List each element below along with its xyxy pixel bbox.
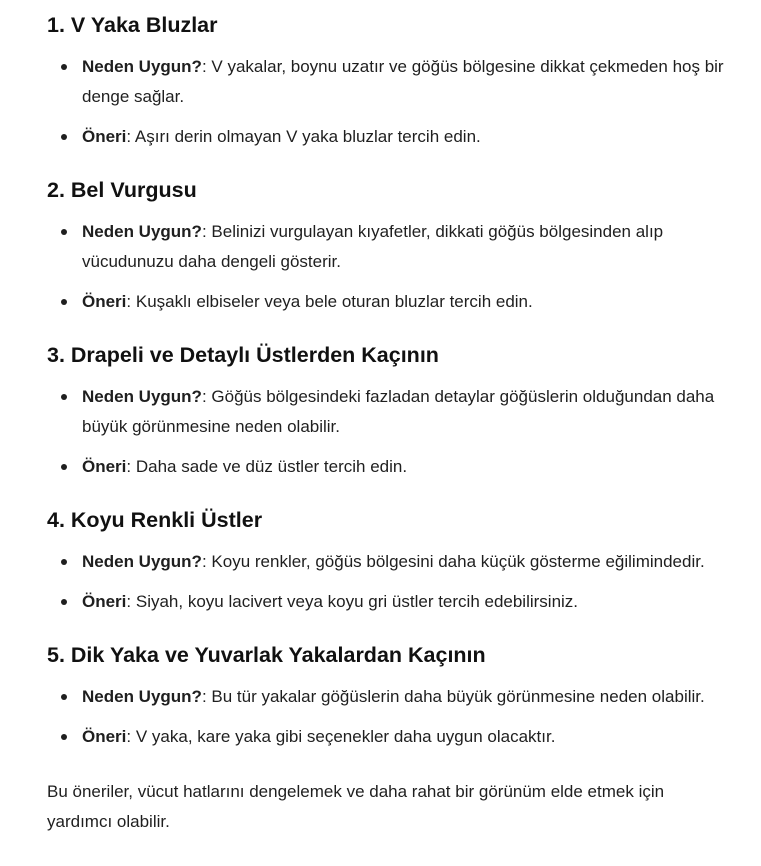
item-text: : Aşırı derin olmayan V yaka bluzlar tercih edin.: [126, 127, 481, 146]
section-avoid-high-round-necks: [47, 617, 733, 752]
list-item: [47, 682, 733, 712]
list-item: [47, 452, 733, 482]
item-text: : V yaka, kare yaka gibi seçenekler daha uygun olacaktır.: [126, 727, 556, 746]
section-title: 1. V Yaka Bluzlar: [47, 13, 218, 37]
section-dark-tops: [47, 482, 733, 617]
section-v-neck: [47, 0, 733, 152]
item-text: : Bu tür yakalar göğüslerin daha büyük görünmesine neden olabilir.: [201, 687, 705, 706]
item-text: : V yakalar, boynu uzatır ve göğüs bölgesine dikkat çekmeden hoş bir denge sağlar.: [82, 57, 724, 106]
item-label: Öneri: [82, 592, 127, 611]
list-item: [47, 547, 733, 577]
item-label: Neden Uygun?: [82, 687, 202, 706]
item-label: Neden Uygun?: [82, 57, 202, 76]
item-label: Öneri: [82, 457, 127, 476]
bullet-list: [47, 382, 733, 482]
item-text: : Daha sade ve düz üstler tercih edin.: [126, 457, 408, 476]
section-title: 5. Dik Yaka ve Yuvarlak Yakalardan Kaçının: [47, 643, 486, 667]
item-label: Neden Uygun?: [82, 387, 202, 406]
item-label: Neden Uygun?: [82, 552, 202, 571]
bullet-list: [47, 52, 733, 152]
section-title: 2. Bel Vurgusu: [47, 178, 197, 202]
item-text: : Belinizi vurgulayan kıyafetler, dikkati göğüs bölgesinden alıp vücudunuzu daha dengeli gösterir.: [82, 222, 664, 271]
item-label: Öneri: [82, 727, 127, 746]
list-item: [47, 382, 733, 442]
item-label: Öneri: [82, 127, 127, 146]
item-text: : Kuşaklı elbiseler veya bele oturan bluzlar tercih edin.: [126, 292, 533, 311]
item-text: : Siyah, koyu lacivert veya koyu gri üstler tercih edebilirsiniz.: [126, 592, 579, 611]
section-avoid-draped-tops: [47, 317, 733, 482]
bullet-list: [47, 547, 733, 617]
list-item: [47, 587, 733, 617]
closing-paragraph: Bu öneriler, vücut hatlarını dengelemek ve daha rahat bir görünüm elde etmek için yardımcı olabilir.: [47, 782, 665, 831]
item-text: : Göğüs bölgesindeki fazladan detaylar göğüslerin olduğundan daha büyük görünmesine neden olabilir.: [82, 387, 715, 436]
list-item: [47, 122, 733, 152]
list-item: [47, 287, 733, 317]
list-item: [47, 722, 733, 752]
list-item: [47, 52, 733, 112]
bullet-list: [47, 682, 733, 752]
item-label: Neden Uygun?: [82, 222, 202, 241]
section-title: 3. Drapeli ve Detaylı Üstlerden Kaçının: [47, 343, 439, 367]
list-item: [47, 217, 733, 277]
bullet-list: [47, 217, 733, 317]
item-text: : Koyu renkler, göğüs bölgesini daha küçük gösterme eğilimindedir.: [201, 552, 705, 571]
section-waist-emphasis: [47, 152, 733, 317]
section-title: 4. Koyu Renkli Üstler: [47, 508, 263, 532]
item-label: Öneri: [82, 292, 127, 311]
